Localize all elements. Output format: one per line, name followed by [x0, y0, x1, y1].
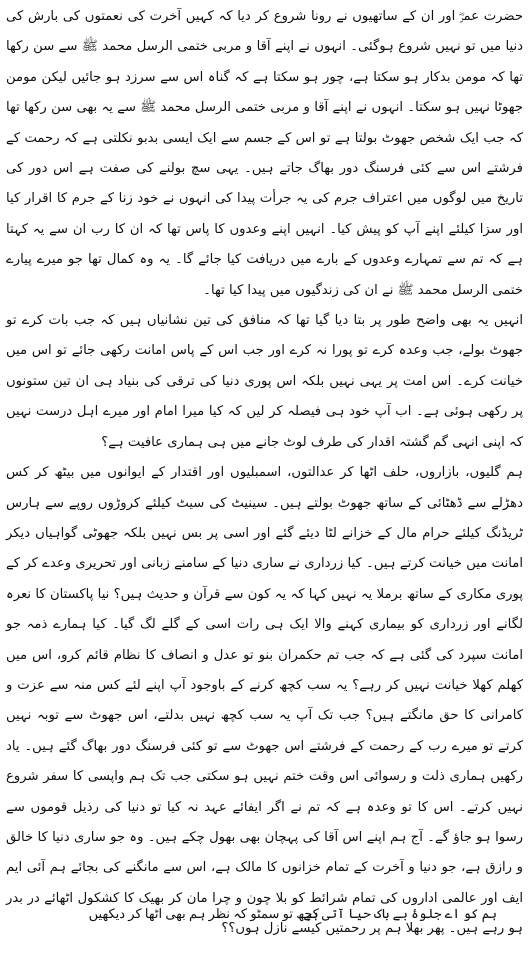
couplet-line-1: کچھ تو سمٹو کہ نظر ہم بھی اٹھا کر دیکھیں — [88, 906, 319, 921]
paragraph-1: حضرت عمرؓ اور ان کے ساتھیوں نے رونا شروع کر دیا کہ کہیں آخرت کی نعمتوں کی بارش کی دنیا میں تو نہیں شروع ہوگئی۔ انہوں نے اپنے آقا و مربی ختمی الرسل محمد ﷺ سے سن رکھا تھا کہ مومن بدکار ہو سکتا ہے، چور ہو سکتا ہے کہ گناہ اس سے سرزد ہو جائیں لیکن مومن جھوٹا نہیں ہو سکتا۔ انہوں نے اپنے آقا و مربی ختمی الرسل محمد ﷺ سے یہ بھی سن رکھا تھا کہ جب ایک شخص جھوٹ بولتا ہے تو اس کے جسم سے ایک ایسی بدبو نکلتی ہے کہ رحمت کے فرشتے اس سے کئی فرسنگ دور بھاگ جاتے ہیں۔ یہی سچ بولنے کی صفت ہے اس دور کی تاریخ میں لوگوں میں اعتراف جرم کی یہ جرأت پیدا کی انہوں نے خود زنا کے جرم کا اقرار کیا اور سزا کیلئے اپنے آپ کو پیش کیا۔ انہیں اپنے وعدوں کا پاس تھا کہ ان کا رب ان سے یہ کہتا ہے کہ تم سے تمہارے وعدوں کے بارے میں دریافت کیا جائے گا۔ یہ وہ کمال تھا جو میرے پیارے ختمی الرسل محمد ﷺ نے ان کی زندگیوں میں پیدا کیا تھا۔ — [6, 9, 523, 298]
paragraph-2: انہیں یہ بھی واضح طور پر بتا دیا گیا تھا کہ منافق کی تین نشانیاں ہیں کہ جب بات کرے تو جھوٹ بولے، جب وعدہ کرے تو پورا نہ کرے اور جب اس کے پاس امانت رکھی جائے تو اس میں خیانت کرے۔ اس امت پر یہی نہیں بلکہ اس پوری دنیا کی ترقی کی بنیاد ہی ان تین ستونوں پر رکھی ہوئی ہے۔ اب آپ خود ہی فیصلہ کر لیں کہ کیا میرا امام اور میرے اہل درست نہیں کہ اپنی انہی گم گشتہ اقدار کی طرف لوٹ جانے میں ہی ہماری عافیت ہے؟ — [6, 313, 523, 450]
paragraph-3: ہم گلیوں، بازاروں، حلف اٹھا کر عدالتوں، اسمبلیوں اور اقتدار کے ایوانوں میں بیٹھ کر کس دھڑلے سے ڈھٹائی کے ساتھ جھوٹ بولتے ہیں۔ سینیٹ کی سیٹ کیلئے کروڑوں روپے سے ہارس ٹریڈنگ کیلئے حرام مال کے خزانے لٹا دیئے گئے اور اسی پر بس نہیں بلکہ جھوٹی گواہیاں دیکر امانت میں خیانت کرتے ہیں۔ کیا زرداری نے ساری دنیا کے سامنے زبانی اور تحریری وعدے کر کے پوری مکاری کے ساتھ برملا یہ نہیں کہا کہ یہ کون سے قرآن و حدیث ہیں؟ نیا پاکستان کا نعرہ لگانے اور زرداری کو بیماری کہنے والا ایک ہی رات اسی کے گلے لگ گیا۔ کیا ہمارے ذمہ جو امانت سپرد کی گئی ہے کہ جب تم حکمران بنو تو عدل و انصاف کا نظام قائم کرو، اس میں کھلم کھلا خیانت نہیں کر رہے؟ یہ سب کچھ کرنے کے باوجود آپ اپنے لئے کس منہ سے عزت و کامرانی کا حق مانگتے ہیں؟ جب تک آپ یہ سب کچھ نہیں بدلتے، اس جھوٹ سے توبہ نہیں کرتے تو میرے رب کے رحمت کے فرشتے اس جھوٹ سے تو کئی فرسنگ دور بھاگ گئے ہیں۔ یاد رکھیں ہماری ذلت و رسوائی اس وقت ختم نہیں ہو سکتی جب تک ہم واپسی کا سفر شروع نہیں کرتے۔ اس کا تو وعدہ ہے کہ تم نے اگر ایفائے عہد نہ کیا تو دنیا کی رذیل قوموں سے رسوا ہو جاؤ گے۔ آج ہم اپنے اس آقا کی پہچان بھی بھول چکے ہیں۔ وہ جو ساری دنیا کا خالق و رازق ہے، جو دنیا و آخرت کے تمام خزانوں کا مالک ہے، اس سے مانگنے کی بجائے ہم آئی ایم ایف اور عالمی اداروں کی تمام شرائط کو بلا چون و چرا مان کر بھیک کا کشکول اٹھائے در بدر ہو رہے ہیں۔ پھر بھلا ہم پر رحمتیں کیسے نازل ہوں؟؟ — [6, 465, 523, 937]
couplet-line-2: ہم کو اے جلوۂ بے باک حیا آتی ہے — [303, 906, 497, 921]
